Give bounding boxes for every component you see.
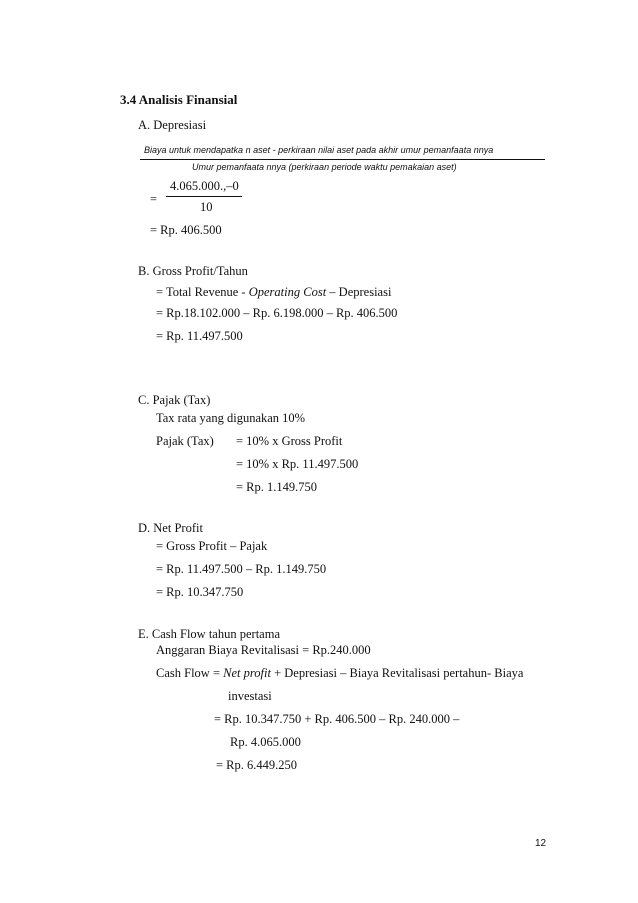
cash-flow-calc-line1: = Rp. 10.347.750 + Rp. 406.500 – Rp. 240.000 – [214,712,460,726]
depresiasi-formula-fraction-line [140,159,545,160]
pajak-line2: = 10% x Rp. 11.497.500 [236,457,359,471]
cash-flow-formula-italic: Net profit [223,666,271,680]
net-profit-line2: = Rp. 11.497.500 – Rp. 1.149.750 [156,562,327,576]
net-profit-line1: = Gross Profit – Pajak [156,539,268,553]
pajak-rate: Tax rata yang digunakan 10% [156,411,306,425]
depresiasi-result: = Rp. 406.500 [150,223,222,237]
gross-profit-line1 [156,285,391,300]
depresiasi-formula-denominator: Umur pemanfaata nnya (perkiraan periode waktu pemakaian aset) [192,162,457,172]
pajak-heading: C. Pajak (Tax) [138,393,211,407]
cash-flow-heading: E. Cash Flow tahun pertama [138,627,280,641]
net-profit-line3: = Rp. 10.347.750 [156,585,244,599]
gross-profit-line1-suffix: – Depresiasi [326,285,392,299]
cash-flow-calc-line2: Rp. 4.065.000 [230,735,301,749]
net-profit-heading: D. Net Profit [138,521,203,535]
depresiasi-equals: = [150,192,158,206]
page-number: 12 [535,838,547,849]
cash-flow-formula-cont: investasi [228,689,272,703]
cash-flow-anggaran: Anggaran Biaya Revitalisasi = Rp.240.000 [156,643,371,657]
cash-flow-formula-suffix: + Depresiasi – Biaya Revitalisasi pertahun- Biaya [270,666,524,680]
depresiasi-calc-numerator: 4.065.000.,–0 [170,179,239,193]
depresiasi-formula-numerator: Biaya untuk mendapatka n aset - perkiraan nilai aset pada akhir umur pemanfaata nnya [144,145,494,155]
pajak-label: Pajak (Tax) [156,434,214,448]
gross-profit-line1-italic: Operating Cost [248,285,327,299]
pajak-line1: = 10% x Gross Profit [236,434,343,448]
cash-flow-formula [156,666,523,681]
depresiasi-calc-fraction-line [166,196,242,197]
gross-profit-heading: B. Gross Profit/Tahun [138,264,248,278]
section-heading: 3.4 Analisis Finansial [120,92,238,107]
gross-profit-line3: = Rp. 11.497.500 [156,329,243,343]
cash-flow-result: = Rp. 6.449.250 [216,758,298,772]
depresiasi-calc-denominator: 10 [200,200,213,214]
gross-profit-line2: = Rp.18.102.000 – Rp. 6.198.000 – Rp. 406.500 [156,306,398,320]
depresiasi-heading: A. Depresiasi [138,118,207,132]
pajak-line3: = Rp. 1.149.750 [236,480,318,494]
cash-flow-formula-prefix: Cash Flow = [156,666,224,680]
gross-profit-line1-prefix: = Total Revenue - [156,285,249,299]
